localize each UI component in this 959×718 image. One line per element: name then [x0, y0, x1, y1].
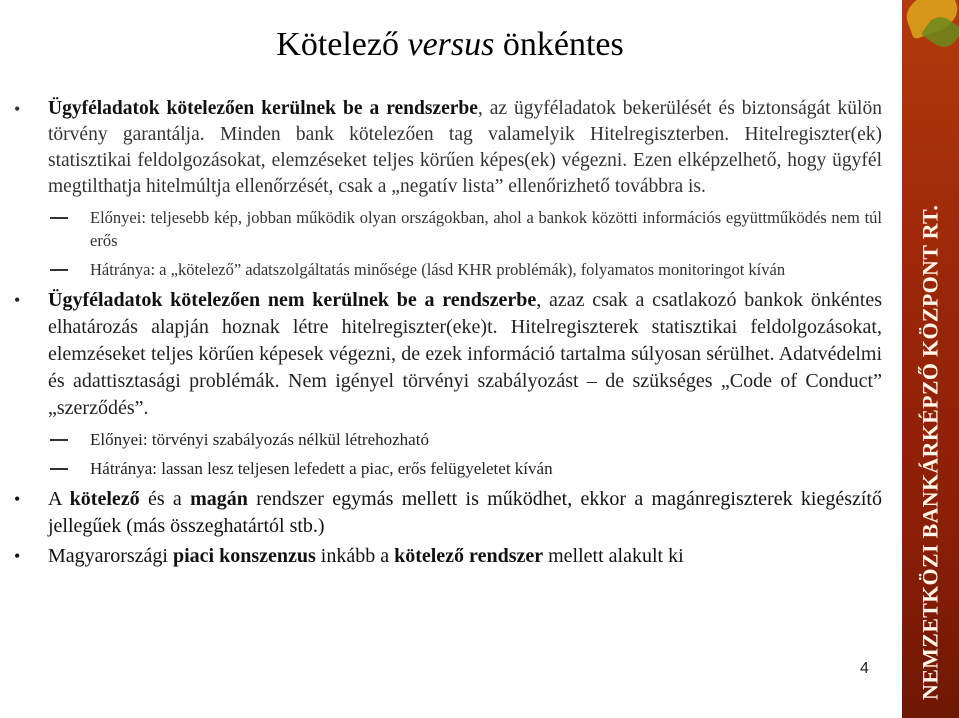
title-part1: Kötelező	[276, 26, 408, 63]
slide-title	[0, 26, 900, 64]
bullet-dot: •	[14, 489, 21, 509]
bullet-voluntary	[10, 287, 882, 422]
sub-bullet	[10, 258, 882, 281]
bullet-text: Magyarországi	[48, 545, 173, 567]
bullet-keyword: kötelező rendszer	[394, 545, 544, 567]
dash-marker	[50, 269, 68, 271]
bullet-text: A	[48, 488, 70, 510]
bullet-dot: •	[14, 290, 21, 310]
bullet-text: és a	[139, 488, 191, 510]
bullet-keyword: piaci konszenzus	[172, 545, 316, 567]
bullet-hungary	[10, 543, 882, 570]
sidebar-brand-text: NEMZETKÖZI BANKÁRKÉPZŐ KÖZPONT RT.	[917, 204, 943, 700]
sub-bullet	[10, 457, 882, 480]
sub-bullet	[10, 206, 882, 252]
sub-bullet-text: Hátránya: a „kötelező” adatszolgáltatás minősége (lásd KHR problémák), folyamatos monitoringot kíván	[90, 260, 786, 279]
bullet-text: , azaz csak a csatlakozó bankok önkéntes elhatározás alapján hoznak létre hitelregiszter(eke)t. Hitelregiszterek statisztikai feldolgozásokat, elemzéseket teljes körűen képesek végezni, de ezek információ tartalma súlyosan sérülhet. Adatvédelmi és adattisztasági problémák. Nem igényel törvényi szabályozást – de szükséges „Code of Conduct” „szerződés”.	[48, 289, 883, 419]
bullet-text: rendszer egymás mellett is működhet, ekkor a magánregiszterek kiegészítő jellegűek (más összeghatártól stb.)	[48, 488, 882, 537]
bullet-dot: •	[14, 99, 21, 119]
bullet-dot: •	[14, 546, 21, 566]
bullet-keyword: kötelező	[69, 488, 140, 510]
sub-bullet	[10, 428, 882, 451]
page-number: 4	[860, 660, 869, 677]
bullet-lead: Ügyféladatok kötelezően kerülnek be a rendszerbe	[48, 98, 478, 119]
bullet-lead: Ügyféladatok kötelezően nem kerülnek be a rendszerbe	[48, 289, 537, 311]
bullet-text: mellett alakult ki	[543, 545, 684, 567]
title-part2: versus	[407, 26, 495, 63]
bullet-text: , az ügyféladatok bekerülését és biztonságát külön törvény garantálja. Minden bank kötelezően tag valamelyik Hitelregiszterben. Hitelregiszter(ek) statisztikai feldolgozásokat, elemzéseket teljes körűen képes(ek) végezni. Ezen elképzelhető, hogy ügyfél megtilthatja hitelmúltja ellenőrzését, csak a „negatív lista” ellenőrizhető továbbra is.	[48, 98, 882, 197]
bullet-coexist	[10, 486, 882, 540]
sub-bullet-text: Előnyei: teljesebb kép, jobban működik olyan országokban, ahol a bankok közötti információs együttműködés nem túl erős	[90, 208, 882, 250]
bullet-text: inkább a	[315, 545, 395, 567]
brand-sidebar	[902, 0, 959, 718]
bullet-mandatory	[10, 96, 882, 200]
title-part3: önkéntes	[494, 26, 624, 63]
dash-marker	[50, 217, 68, 219]
dash-marker	[50, 468, 68, 470]
slide-content	[10, 96, 882, 573]
sub-bullet-text: Hátránya: lassan lesz teljesen lefedett a piac, erős felügyeletet kíván	[90, 459, 553, 478]
bullet-keyword: magán	[190, 488, 248, 510]
dash-marker	[50, 439, 68, 441]
sub-bullet-text: Előnyei: törvényi szabályozás nélkül létrehozható	[90, 430, 429, 449]
